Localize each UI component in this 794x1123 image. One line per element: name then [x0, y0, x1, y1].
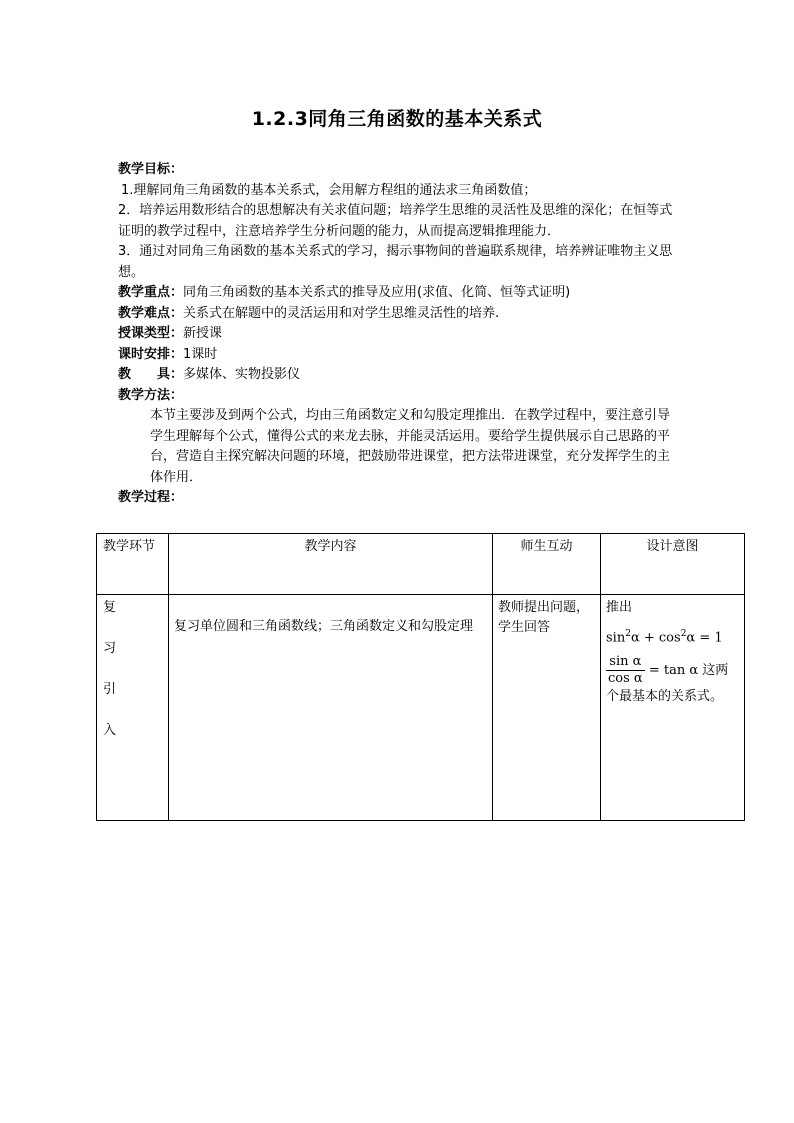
- page-title: 1.2.3同角三角函数的基本关系式: [251, 108, 543, 130]
- schedule-text: 1课时: [183, 346, 218, 362]
- method-text: 本节主要涉及到两个公式，均由三角函数定义和勾股定理推出．在教学过程中，要注意引导学生理解每个公式，懂得公式的来龙去脉，并能灵活运用。要给学生提供展示自己思路的平台，营造自主探究解决问题的环境，把鼓励带进课堂，把方法带进课堂，充分发挥学生的主体作用．: [150, 408, 671, 485]
- header-content: 教学内容: [169, 534, 493, 595]
- formula-tangent: $\frac{\text{sin α}}{\text{cos α}}$ = tan α 这两: [608, 654, 729, 687]
- content-cell: 复习单位圆和三角函数线；三角函数定义和勾股定理: [169, 595, 493, 821]
- key-point-label: 教学重点：: [118, 285, 184, 300]
- objective-2: 2．培养运用数形结合的思想解决有关求值问题；培养学生思维的灵活性及思维的深化；在恒等式证明的教学过程中，注意培养学生分析问题的能力，从而提高逻辑推理能力．: [118, 203, 673, 239]
- table-row: [97, 595, 745, 821]
- lesson-type-label: 授课类型：: [118, 326, 184, 341]
- stage-char: 入: [103, 723, 117, 738]
- objective-3: 3．通过对同角三角函数的基本关系式的学习，揭示事物间的普遍联系规律，培养辨证唯物主义思想。: [118, 244, 673, 280]
- tools-label: 教 具：: [118, 367, 184, 382]
- method-label: 教学方法：: [118, 387, 184, 403]
- intent-tail-b: 个最基本的关系式。: [606, 689, 724, 705]
- stage-char: 复: [103, 600, 117, 615]
- key-point-text: 同角三角函数的基本关系式的推导及应用(求值、化简、恒等式证明): [183, 285, 571, 300]
- schedule-label: 课时安排：: [118, 346, 184, 362]
- formula-pythagorean: $\sin^2\alpha + \cos^2\alpha = 1$: [606, 629, 723, 646]
- lesson-type-line: [118, 324, 680, 345]
- header-stage: 教学环节: [97, 534, 169, 595]
- teaching-process-table: [96, 533, 745, 821]
- objective-1: 1.理解同角三角函数的基本关系式，会用解方程组的通法求三角函数值；: [121, 182, 537, 198]
- tools-text: 多媒体、实物投影仪: [183, 367, 301, 382]
- stage-cell: [97, 595, 169, 821]
- header-interaction: 师生互动: [493, 534, 601, 595]
- key-point-line: [118, 283, 680, 304]
- stage-char: 习: [103, 641, 117, 656]
- lesson-type-text: 新授课: [183, 326, 223, 341]
- fraction: $\frac{\text{sin α}}{\text{cos α}}$: [608, 654, 643, 687]
- interaction-cell: 教师提出问题，学生回答: [493, 595, 601, 821]
- intent-cell: [601, 595, 745, 821]
- table-header-row: [97, 534, 745, 595]
- stage-char: 引: [103, 682, 117, 697]
- difficulty-line: [118, 304, 680, 325]
- header-intent: 设计意图: [601, 534, 745, 595]
- lesson-plan-body: [118, 160, 680, 509]
- schedule-line: [118, 345, 680, 366]
- tools-line: [118, 365, 680, 386]
- process-label: 教学过程：: [118, 490, 184, 505]
- difficulty-label: 教学难点：: [118, 305, 184, 321]
- objectives-label: 教学目标：: [118, 162, 184, 177]
- difficulty-text: 关系式在解题中的灵活运用和对学生思维灵活性的培养.: [183, 305, 500, 321]
- intent-lead: 推出: [606, 600, 633, 615]
- intent-tail-a: 这两: [702, 663, 729, 679]
